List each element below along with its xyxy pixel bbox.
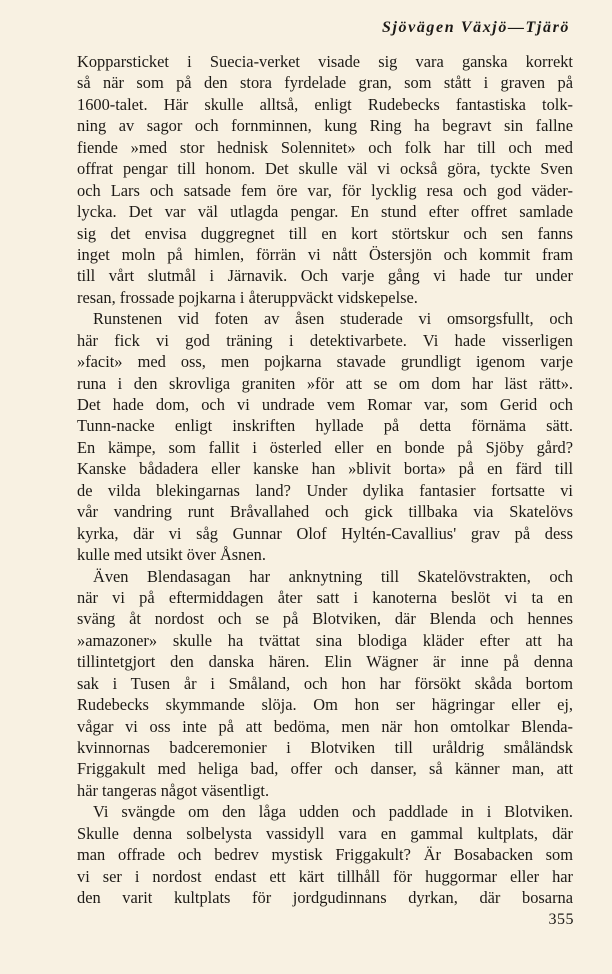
text-line: vi ser i nordost endast ett kärt tillhåll för huggormar eller har — [77, 866, 573, 886]
text-line: här tangeras något väsentligt. — [77, 780, 270, 800]
text-line: så när som på den stora fyrdelade gran, som stått i graven på — [77, 73, 573, 93]
text-line: man offrade och bedrev mystisk Friggakult? Är Bosabacken som — [77, 845, 573, 865]
text-line: Runstenen vid foten av åsen studerade vi omsorgsfullt, och — [93, 309, 573, 329]
page-number: 355 — [548, 911, 574, 928]
text-line: Friggakult med heliga bad, offer och danser, så känner man, att — [77, 759, 573, 779]
text-line: till vårt slutmål i Järnavik. Och varje gång vi hade tur under — [77, 266, 573, 286]
text-line: 1600-talet. Här skulle alltså, enligt Rudebecks fantastiska tolk- — [77, 94, 573, 114]
text-line: kulle med utsikt över Åsnen. — [77, 545, 266, 565]
text-line: Vi svängde om den låga udden och paddlade in i Blotviken. — [93, 802, 573, 822]
text-line: vågar vi oss inte på att bedöma, men när hon omtolkar Blenda- — [77, 716, 573, 736]
text-line: Kopparsticket i Suecia-verket visade sig vara ganska korrekt — [77, 52, 573, 71]
text-line: Även Blendasagan har anknytning till Skatelövstrakten, och — [93, 566, 573, 586]
text-line: runa i den skrovliga graniten »för att se om dom har läst rätt». — [77, 373, 573, 393]
body-text — [77, 51, 573, 909]
text-line: fiende »med stor hednisk Solennitet» och folk har till och med — [77, 137, 573, 157]
text-line: ning av sagor och fornminnen, kung Ring ha begravt sin fallne — [77, 116, 573, 136]
text-line: de vilda blekingarnas land? Under dylika fantasier fortsatte vi — [77, 480, 573, 500]
text-line: sig det envisa duggregnet till en kort störtskur och sen fanns — [77, 223, 573, 243]
text-line: kyrka, där vi såg Gunnar Olof Hyltén-Cavallius' grav på dess — [77, 523, 573, 543]
text-line: den varit kultplats för jordgudinnans dyrkan, där bosarna — [77, 888, 573, 908]
text-line: Tunn-nacke enligt inskriften hyllade på detta förnäma sätt. — [77, 416, 573, 436]
text-line: kvinnornas badceremonier i Blotviken till uråldrig småländsk — [77, 738, 573, 757]
text-line: sak i Tusen år i Småland, och hon har försökt skåda bortom — [77, 673, 573, 693]
text-line: resan, frossade pojkarna i återuppväckt vidskepelse. — [77, 287, 418, 307]
text-line: inget moln på himlen, förrän vi nått Östersjön och kommit fram — [77, 244, 573, 264]
text-line: när vi på eftermiddagen åter satt i kanoterna beslöt vi ta en — [77, 587, 573, 607]
text-line: sväng åt nordost och se på Blotviken, där Blenda och hennes — [77, 609, 573, 629]
text-line: Det hade dom, och vi undrade vem Romar var, som Gerid och — [77, 395, 573, 414]
text-line: Rudebecks skymmande slöja. Om hon ser hägringar eller ej, — [77, 695, 573, 715]
running-head: Sjövägen Växjö—Tjärö — [381, 19, 570, 36]
text-line: offrat pengar till honom. Det skulle väl vi också göra, tyckte Sven — [77, 159, 573, 179]
text-line: lycka. Det var väl utlagda pengar. En stund efter offret samlade — [77, 202, 573, 222]
text-line: vår vandring runt Bråvallahed och gick tillbaka via Skatelövs — [77, 502, 573, 522]
text-line: Skulle denna solbelysta vassidyll vara en gammal kultplats, där — [77, 823, 573, 843]
text-line: tillintetgjort den danska hären. Elin Wägner är inne på denna — [77, 652, 573, 672]
text-line: »facit» med oss, men pojkarna stavade grundligt igenom varje — [77, 352, 573, 372]
text-line: och Lars och satsade fem öre var, för lycklig resa och god väder- — [77, 180, 573, 200]
text-line: här fick vi god träning i detektivarbete. Vi hade visserligen — [77, 330, 573, 350]
text-line: »amazoner» skulle ha tvättat sina blodiga kläder efter att ha — [77, 630, 573, 650]
text-line: En kämpe, som fallit i österled eller en bonde på Sjöby gård? — [77, 437, 573, 457]
text-line: Kanske bådadera eller kanske han »blivit borta» på en färd till — [77, 459, 573, 479]
